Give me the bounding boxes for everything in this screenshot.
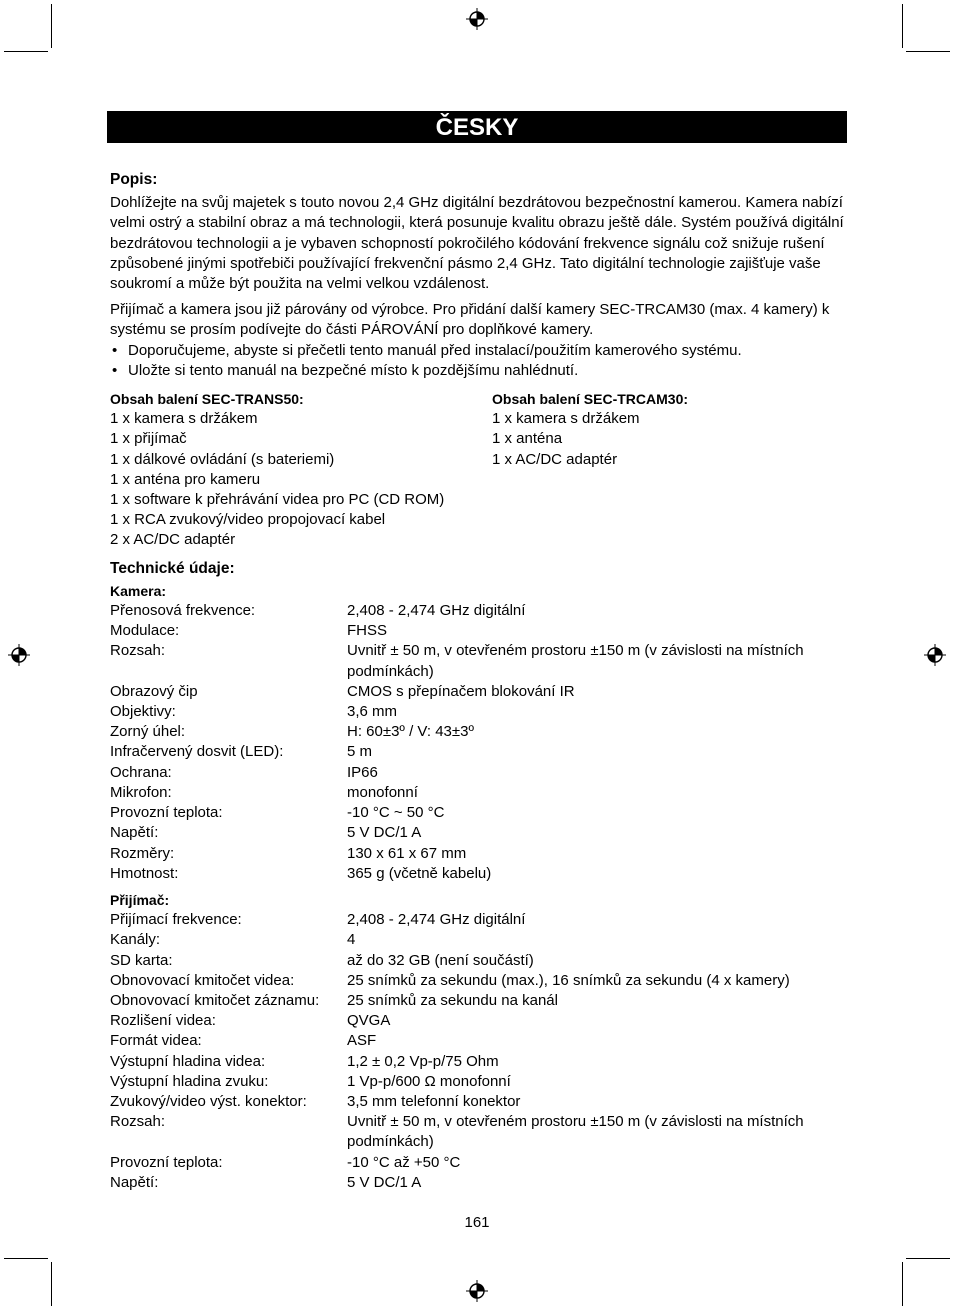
spec-label: Objektivy: (110, 703, 176, 721)
package-item: 1 x kamera s držákem (492, 410, 640, 428)
spec-row (110, 1173, 850, 1193)
crop-mark (906, 51, 950, 52)
spec-label: Obnovovací kmitočet videa: (110, 971, 295, 989)
spec-value: IP66 (347, 763, 378, 781)
spec-label: Formát videa: (110, 1032, 202, 1050)
package-item: 1 x RCA zvukový/video propojovací kabel (110, 511, 386, 529)
spec-label: Obrazový čip (110, 682, 198, 700)
spec-value: 2,408 - 2,474 GHz digitální (347, 911, 526, 929)
spec-value: 4 (347, 931, 356, 949)
registration-mark-icon (8, 644, 30, 666)
spec-label: Infračervený dosvit (LED): (110, 743, 284, 761)
spec-label: Obnovovací kmitočet záznamu: (110, 991, 320, 1009)
spec-row (110, 763, 850, 783)
spec-label: Napětí: (110, 1173, 159, 1191)
spec-value: 2,408 - 2,474 GHz digitální (347, 602, 526, 620)
spec-value: 5 V DC/1 A (347, 824, 422, 842)
spec-row (110, 1011, 850, 1031)
spec-row (110, 951, 850, 971)
description-title: Popis: (110, 171, 158, 188)
package-item: 1 x anténa pro kameru (110, 470, 261, 488)
crop-mark (51, 4, 52, 48)
spec-row (110, 823, 850, 843)
spec-value: monofonní (347, 783, 418, 801)
package-item: 1 x software k přehrávání videa pro PC (CD ROM) (110, 491, 445, 509)
camera-specs-table (110, 601, 850, 884)
spec-row (110, 1072, 850, 1092)
spec-value: -10 °C až +50 °C (347, 1153, 461, 1171)
package-trcam30 (492, 389, 850, 551)
package-item: 1 x přijímač (110, 430, 187, 448)
spec-row (110, 621, 850, 641)
spec-row (110, 803, 850, 823)
spec-value: 25 snímků za sekundu na kanál (347, 991, 558, 1009)
spec-label: Provozní teplota: (110, 1153, 223, 1171)
spec-label: Zvukový/video výst. konektor: (110, 1092, 307, 1110)
spec-row (110, 1092, 850, 1112)
spec-row (110, 844, 850, 864)
spec-label: Hmotnost: (110, 864, 179, 882)
package-item: 1 x anténa (492, 430, 563, 448)
crop-mark (4, 1258, 48, 1259)
crop-mark (902, 4, 903, 48)
spec-row (110, 783, 850, 803)
spec-row (110, 722, 850, 742)
bullet-item: • Doporučujeme, abyste si přečetli tento manuál před instalací/použitím kamerového systému. (110, 341, 850, 361)
spec-row (110, 864, 850, 884)
spec-row (110, 601, 850, 621)
spec-value: 3,6 mm (347, 703, 398, 721)
spec-label: Provozní teplota: (110, 804, 223, 822)
spec-label: Kanály: (110, 931, 161, 949)
spec-row (110, 1112, 850, 1152)
spec-row (110, 971, 850, 991)
receiver-specs-table (110, 910, 850, 1193)
crop-mark (906, 1258, 950, 1259)
spec-label: Přenosová frekvence: (110, 602, 256, 620)
spec-label: Ochrana: (110, 763, 172, 781)
pairing-paragraph: Přijímač a kamera jsou již párovány od výrobce. Pro přidání další kamery SEC-TRCAM30 (max. 4 kamery) k systému se prosím podívejte do části PÁROVÁNÍ pro doplňkové kamery. (110, 301, 830, 339)
spec-row (110, 1052, 850, 1072)
spec-row (110, 930, 850, 950)
spec-value: až do 32 GB (není součástí) (347, 951, 534, 969)
language-heading: ČESKY (107, 111, 847, 143)
spec-label: Modulace: (110, 622, 180, 640)
spec-label: Rozsah: (110, 642, 166, 660)
spec-value: FHSS (347, 622, 388, 640)
spec-label: Výstupní hladina videa: (110, 1052, 266, 1070)
bullet-item: • Uložte si tento manuál na bezpečné místo k pozdějšímu nahlédnutí. (110, 361, 850, 381)
spec-value: QVGA (347, 1012, 391, 1030)
camera-specs-title: Kamera: (110, 582, 167, 599)
package-trans50 (110, 389, 492, 551)
crop-mark (4, 51, 48, 52)
spec-value: H: 60±3º / V: 43±3º (347, 723, 474, 741)
package-item: 1 x kamera s držákem (110, 410, 258, 428)
receiver-specs-title: Přijímač: (110, 891, 170, 908)
tech-specs-title: Technické údaje: (110, 559, 235, 577)
registration-mark-icon (924, 644, 946, 666)
spec-value: 365 g (včetně kabelu) (347, 864, 492, 882)
spec-row (110, 910, 850, 930)
spec-row (110, 1153, 850, 1173)
spec-label: Napětí: (110, 824, 159, 842)
spec-value: CMOS s přepínačem blokování IR (347, 682, 575, 700)
package-item: 1 x AC/DC adaptér (492, 450, 618, 468)
spec-label: Mikrofon: (110, 783, 172, 801)
package-title: Obsah balení SEC-TRANS50: (110, 391, 304, 408)
spec-value: 1 Vp-p/600 Ω monofonní (347, 1072, 511, 1090)
spec-value: Uvnitř ± 50 m, v otevřeném prostoru ±150 m (v závislosti na místních podmínkách) (347, 642, 804, 680)
registration-mark-icon (466, 8, 488, 30)
spec-label: Rozměry: (110, 844, 175, 862)
description-paragraph: Dohlížejte na svůj majetek s touto novou 2,4 GHz digitální bezdrátovou bezpečnostní kamerou. Kamera nabízí velmi ostrý a stabilní obraz a má technologii, která posunuje kvalitu obrazu ještě dále. Systém používá digitální bezdrátovou technologii a je vybaven schopností pokročilého kódování frekvence signálu což snižuje rušení způsobené jinými spotřebiči používající frekvenční pásmo 2,4 GHz. Tato digitální technologie zajišťuje vaše soukromí a může být použita na velmi velkou vzdálenost. (110, 194, 844, 293)
spec-label: SD karta: (110, 951, 173, 969)
crop-mark (51, 1262, 52, 1306)
package-item: 1 x dálkové ovládání (s bateriemi) (110, 450, 335, 468)
spec-value: 130 x 61 x 67 mm (347, 844, 467, 862)
spec-label: Rozlišení videa: (110, 1012, 216, 1030)
package-title: Obsah balení SEC-TRCAM30: (492, 391, 689, 408)
spec-value: ASF (347, 1032, 377, 1050)
spec-row (110, 682, 850, 702)
spec-label: Přijímací frekvence: (110, 911, 242, 929)
crop-mark (902, 1262, 903, 1306)
spec-value: 25 snímků za sekundu (max.), 16 snímků za sekundu (4 x kamery) (347, 971, 790, 989)
registration-mark-icon (466, 1280, 488, 1302)
spec-row (110, 702, 850, 722)
spec-row (110, 641, 850, 681)
spec-row (110, 742, 850, 762)
spec-label: Zorný úhel: (110, 723, 186, 741)
spec-label: Výstupní hladina zvuku: (110, 1072, 269, 1090)
page-content (110, 170, 850, 1193)
package-contents (110, 389, 850, 551)
spec-label: Rozsah: (110, 1113, 166, 1131)
page-number: 161 (464, 1214, 490, 1231)
spec-value: 5 m (347, 743, 373, 761)
spec-value: 5 V DC/1 A (347, 1173, 422, 1191)
spec-row (110, 1031, 850, 1051)
spec-value: 3,5 mm telefonní konektor (347, 1092, 521, 1110)
spec-value: 1,2 ± 0,2 Vp-p/75 Ohm (347, 1052, 499, 1070)
spec-row (110, 991, 850, 1011)
spec-value: -10 °C ~ 50 °C (347, 804, 445, 822)
spec-value: Uvnitř ± 50 m, v otevřeném prostoru ±150 m (v závislosti na místních podmínkách) (347, 1113, 804, 1151)
package-item: 2 x AC/DC adaptér (110, 531, 236, 549)
